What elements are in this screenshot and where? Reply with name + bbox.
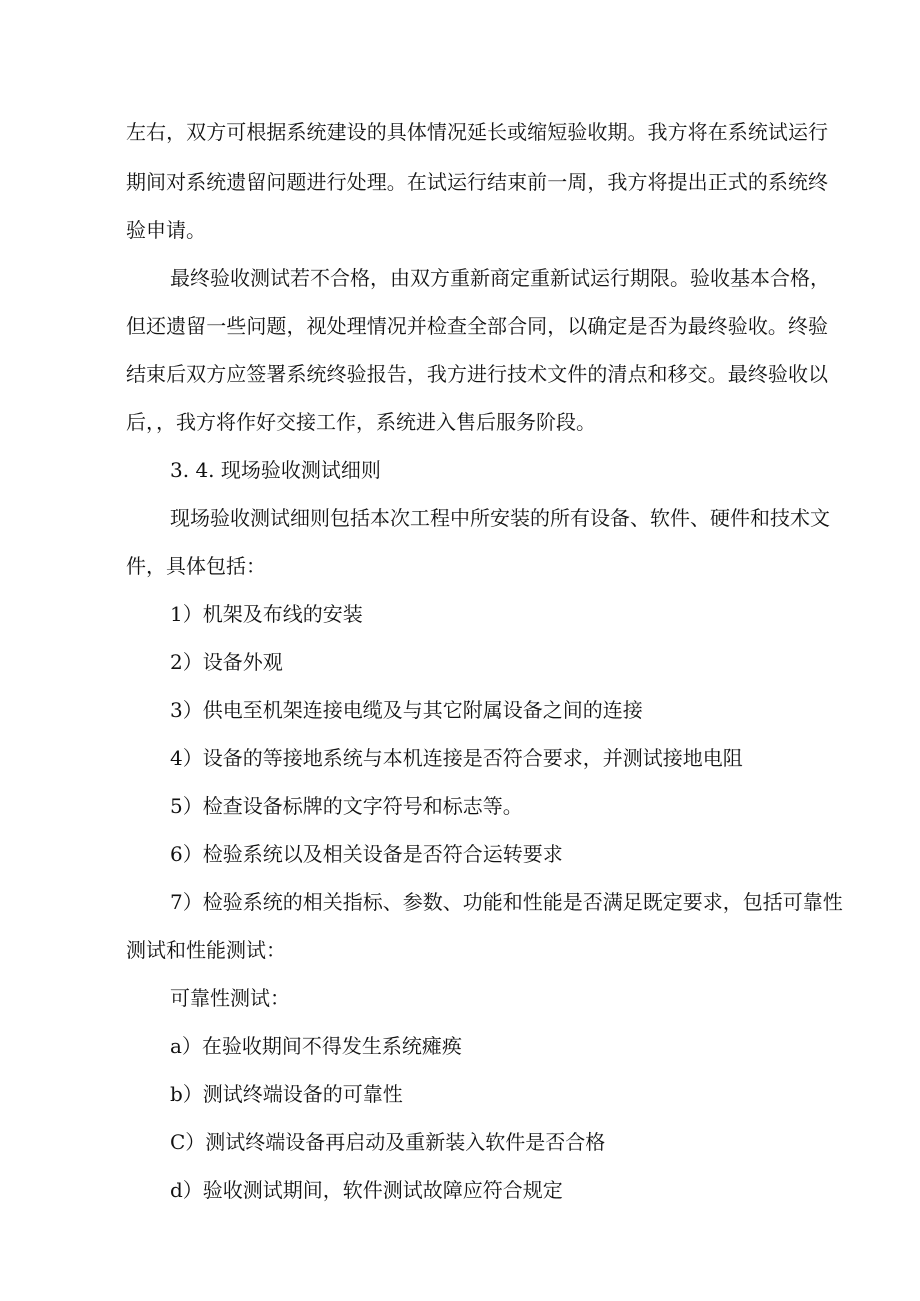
list-item: b）测试终端设备的可靠性 — [170, 1082, 403, 1106]
paragraph-line: 但还遗留一些问题，视处理情况并检查全部合同，以确定是否为最终验收。终验 — [126, 314, 828, 338]
list-item: 4）设备的等接地系统与本机连接是否符合要求，并测试接地电阻 — [170, 746, 743, 770]
list-item: 1）机架及布线的安装 — [170, 602, 363, 626]
subsection-label: 可靠性测试： — [170, 986, 290, 1010]
paragraph-line: 验申请。 — [126, 218, 206, 242]
list-item: a）在验收期间不得发生系统瘫痪 — [170, 1034, 462, 1058]
section-heading: 3. 4. 现场验收测试细则 — [170, 458, 381, 482]
paragraph-line: 最终验收测试若不合格，由双方重新商定重新试运行期限。验收基本合格， — [170, 266, 830, 290]
paragraph-line: 结束后双方应签署系统终验报告，我方进行技术文件的清点和移交。最终验收以 — [126, 362, 828, 386]
list-item: C）测试终端设备再启动及重新装入软件是否合格 — [170, 1130, 606, 1154]
list-item-continuation: 测试和性能测试： — [126, 938, 286, 962]
paragraph-line: 期间对系统遗留问题进行处理。在试运行结束前一周，我方将提出正式的系统终 — [126, 170, 828, 194]
list-item: d）验收测试期间，软件测试故障应符合规定 — [170, 1178, 563, 1202]
list-item: 6）检验系统以及相关设备是否符合运转要求 — [170, 842, 563, 866]
paragraph-line: 后，，我方将作好交接工作，系统进入售后服务阶段。 — [126, 410, 596, 434]
list-item: 7）检验系统的相关指标、参数、功能和性能是否满足既定要求，包括可靠性 — [170, 890, 843, 914]
paragraph-line: 左右，双方可根据系统建设的具体情况延长或缩短验收期。我方将在系统试运行 — [126, 120, 828, 144]
paragraph-line: 现场验收测试细则包括本次工程中所安装的所有设备、软件、硬件和技术文 — [170, 506, 830, 530]
list-item: 5）检查设备标牌的文字符号和标志等。 — [170, 794, 523, 818]
list-item: 3）供电至机架连接电缆及与其它附属设备之间的连接 — [170, 698, 643, 722]
list-item: 2）设备外观 — [170, 650, 283, 674]
paragraph-line: 件，具体包括： — [126, 554, 266, 578]
